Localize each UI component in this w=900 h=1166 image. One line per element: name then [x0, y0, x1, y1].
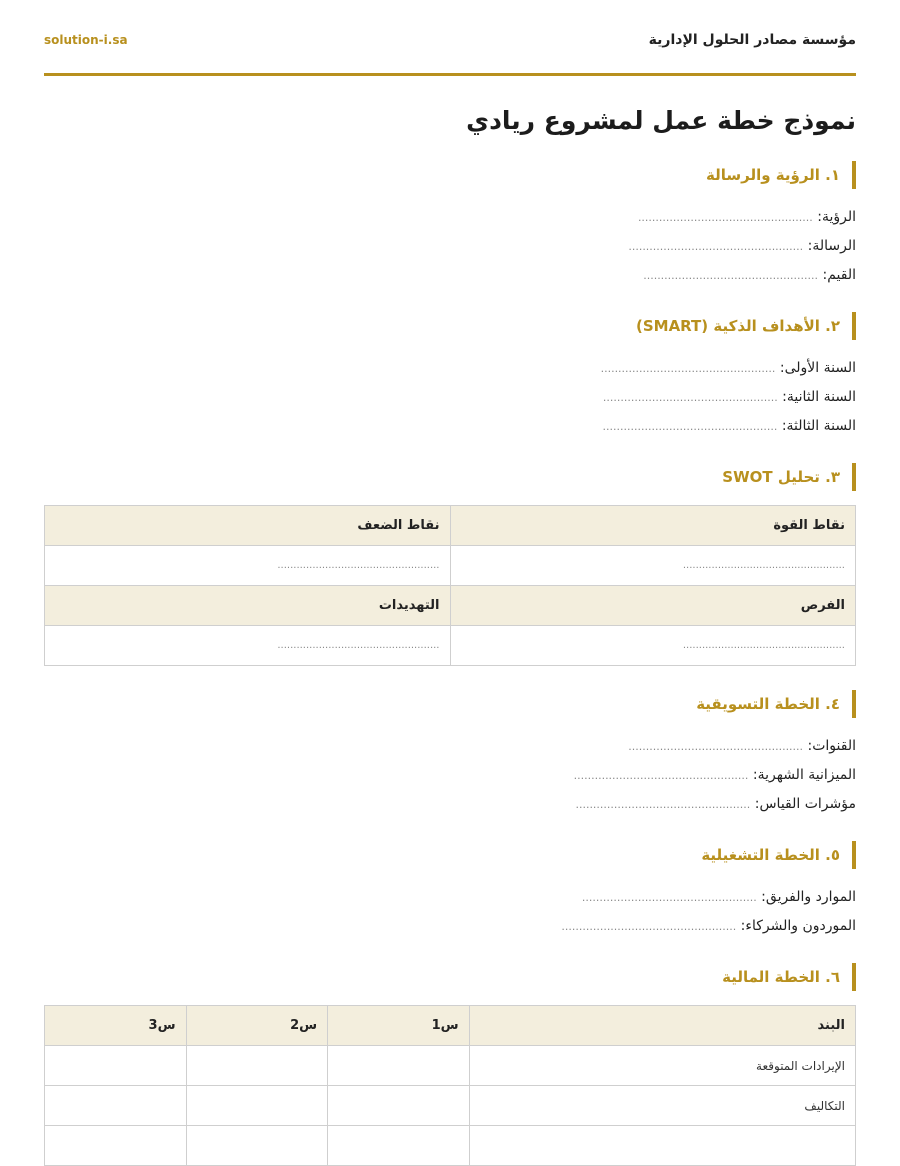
table-cell: [186, 1086, 328, 1126]
col-header-item: البند: [469, 1006, 855, 1046]
swot-opportunities-cell: ...................................................: [450, 626, 856, 666]
fill-line: ..................................................: [643, 269, 819, 282]
section-heading-vision: ١. الرؤية والرسالة: [706, 161, 856, 189]
swot-threats-header: التهديدات: [45, 586, 451, 626]
table-row: [45, 1046, 856, 1086]
section-heading-financial: ٦. الخطة المالية: [722, 963, 856, 991]
field-year-2: السنة الثانية: ..................................................: [44, 383, 856, 412]
table-row: [45, 626, 856, 666]
fill-line: ..................................................: [628, 240, 804, 253]
financial-table: [44, 1005, 856, 1166]
table-cell: [45, 1046, 187, 1086]
section-goals: [44, 354, 856, 441]
col-header-y2: س2: [186, 1006, 328, 1046]
section-marketing: [44, 732, 856, 819]
field-channels: القنوات: ..................................................: [44, 732, 856, 761]
section-heading-goals: ٢. الأهداف الذكية (SMART): [636, 312, 856, 340]
table-cell: [45, 1086, 187, 1126]
section-heading-marketing: ٤. الخطة التسويقية: [696, 690, 856, 718]
page-title: نموذج خطة عمل لمشروع ريادي: [466, 106, 856, 135]
table-cell: [45, 1126, 187, 1166]
field-mission: الرسالة: ..................................................: [44, 232, 856, 261]
swot-table: [44, 505, 856, 666]
col-header-y1: س1: [328, 1006, 470, 1046]
fill-line: ..................................................: [637, 211, 813, 224]
fill-line: ..................................................: [561, 920, 737, 933]
section-heading-swot: ٣. تحليل SWOT: [722, 463, 856, 491]
fill-line: ..................................................: [573, 769, 749, 782]
swot-strengths-cell: ...................................................: [450, 546, 856, 586]
fill-line: ..................................................: [600, 362, 776, 375]
swot-threats-cell: ...................................................: [45, 626, 451, 666]
field-year-3: السنة الثالثة: ..................................................: [44, 412, 856, 441]
table-row: [45, 586, 856, 626]
field-monthly-budget: الميزانية الشهرية: ..................................................: [44, 761, 856, 790]
org-name: مؤسسة مصادر الحلول الإدارية: [648, 31, 856, 48]
table-row: [45, 546, 856, 586]
row-label-revenue: الإيرادات المتوقعة: [469, 1046, 855, 1086]
table-row: [45, 1006, 856, 1046]
fill-line: ..................................................: [602, 420, 778, 433]
fill-line: ..................................................: [602, 391, 778, 404]
field-resources-team: الموارد والفريق: ..................................................: [44, 883, 856, 912]
page-header: [44, 0, 856, 76]
table-row: [45, 1126, 856, 1166]
table-cell: [328, 1126, 470, 1166]
section-heading-operations: ٥. الخطة التشغيلية: [701, 841, 856, 869]
field-kpis: مؤشرات القياس: ..................................................: [44, 790, 856, 819]
table-cell: [328, 1086, 470, 1126]
row-label-costs: التكاليف: [469, 1086, 855, 1126]
swot-strengths-header: نقاط القوة: [450, 506, 856, 546]
swot-opportunities-header: الفرص: [450, 586, 856, 626]
section-vision: [44, 203, 856, 290]
table-cell: [186, 1046, 328, 1086]
document-page: [44, 0, 856, 1166]
fill-line: ..................................................: [581, 891, 757, 904]
table-row: [45, 506, 856, 546]
row-label-empty: [469, 1126, 855, 1166]
field-year-1: السنة الأولى: ..................................................: [44, 354, 856, 383]
table-cell: [328, 1046, 470, 1086]
swot-weaknesses-header: نقاط الضعف: [45, 506, 451, 546]
col-header-y3: س3: [45, 1006, 187, 1046]
section-operations: [44, 883, 856, 941]
fill-line: ..................................................: [575, 798, 751, 811]
field-vision: الرؤية: ..................................................: [44, 203, 856, 232]
table-row: [45, 1086, 856, 1126]
swot-weaknesses-cell: ...................................................: [45, 546, 451, 586]
field-suppliers-partners: الموردون والشركاء: ..................................................: [44, 912, 856, 941]
table-cell: [186, 1126, 328, 1166]
fill-line: ..................................................: [628, 740, 804, 753]
site-url[interactable]: solution-i.sa: [44, 32, 128, 47]
field-values: القيم: ..................................................: [44, 261, 856, 290]
